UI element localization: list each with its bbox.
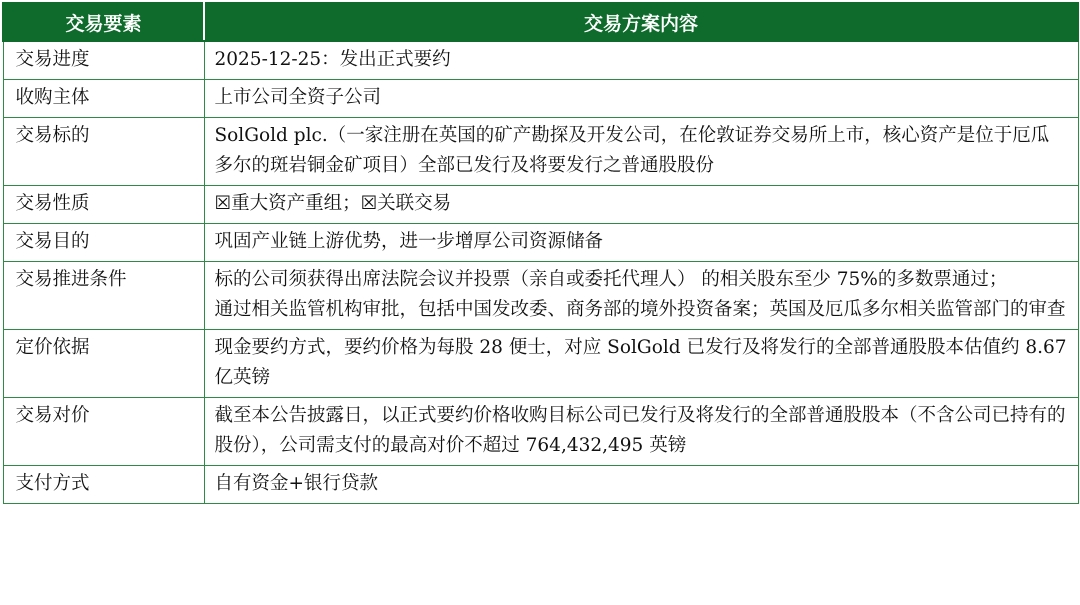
row-key: 定价依据 <box>3 330 204 398</box>
row-key: 收购主体 <box>3 80 204 118</box>
row-value-line: SolGold plc.（一家注册在英国的矿产勘探及开发公司，在伦敦证券交易所上市，核心资产是位于厄瓜多尔的斑岩铜金矿项目）全部已发行及将要发行之普通股股份 <box>214 125 1050 176</box>
row-value-line: 上市公司全资子公司 <box>214 87 382 108</box>
transaction-table-container <box>2 2 1077 504</box>
row-value <box>204 118 1078 186</box>
row-key: 交易目的 <box>3 224 204 262</box>
table-row <box>3 262 1078 330</box>
row-value-line: ☒重大资产重组；☒关联交易 <box>214 193 452 214</box>
table-row <box>3 186 1078 224</box>
table-row <box>3 118 1078 186</box>
header-transaction-plan-content: 交易方案内容 <box>204 3 1078 41</box>
row-value <box>204 398 1078 466</box>
row-value <box>204 80 1078 118</box>
row-key: 交易性质 <box>3 186 204 224</box>
table-row <box>3 398 1078 466</box>
row-value-line: 通过相关监管机构审批，包括中国发改委、商务部的境外投资备案；英国及厄瓜多尔相关监管部门的审查 <box>214 299 1066 320</box>
row-value-line: 截至本公告披露日，以正式要约价格收购目标公司已发行及将发行的全部普通股股本（不含公司已持有的股份），公司需支付的最高对价不超过 764,432,495 英镑 <box>214 405 1066 456</box>
row-value <box>204 262 1078 330</box>
row-value-line: 巩固产业链上游优势，进一步增厚公司资源储备 <box>214 231 604 252</box>
table-header-row <box>3 3 1078 41</box>
row-value-line: 2025-12-25：发出正式要约 <box>214 49 451 70</box>
row-value <box>204 186 1078 224</box>
transaction-table <box>2 2 1079 504</box>
row-value-line: 自有资金+银行贷款 <box>214 473 379 494</box>
table-row <box>3 80 1078 118</box>
table-row <box>3 224 1078 262</box>
row-value-line: 标的公司须获得出席法院会议并投票（亲自或委托代理人） 的相关股东至少 75%的多数票通过； <box>214 269 1008 290</box>
row-key: 交易推进条件 <box>3 262 204 330</box>
row-value <box>204 466 1078 504</box>
table-row <box>3 466 1078 504</box>
table-row <box>3 41 1078 80</box>
table-row <box>3 330 1078 398</box>
row-value <box>204 330 1078 398</box>
row-value <box>204 41 1078 80</box>
row-value-line: 现金要约方式，要约价格为每股 28 便士，对应 SolGold 已发行及将发行的全部普通股股本估值约 8.67 亿英镑 <box>214 337 1067 388</box>
row-key: 交易标的 <box>3 118 204 186</box>
row-value <box>204 224 1078 262</box>
row-key: 交易进度 <box>3 41 204 80</box>
row-key: 交易对价 <box>3 398 204 466</box>
header-transaction-element: 交易要素 <box>3 3 204 41</box>
row-key: 支付方式 <box>3 466 204 504</box>
